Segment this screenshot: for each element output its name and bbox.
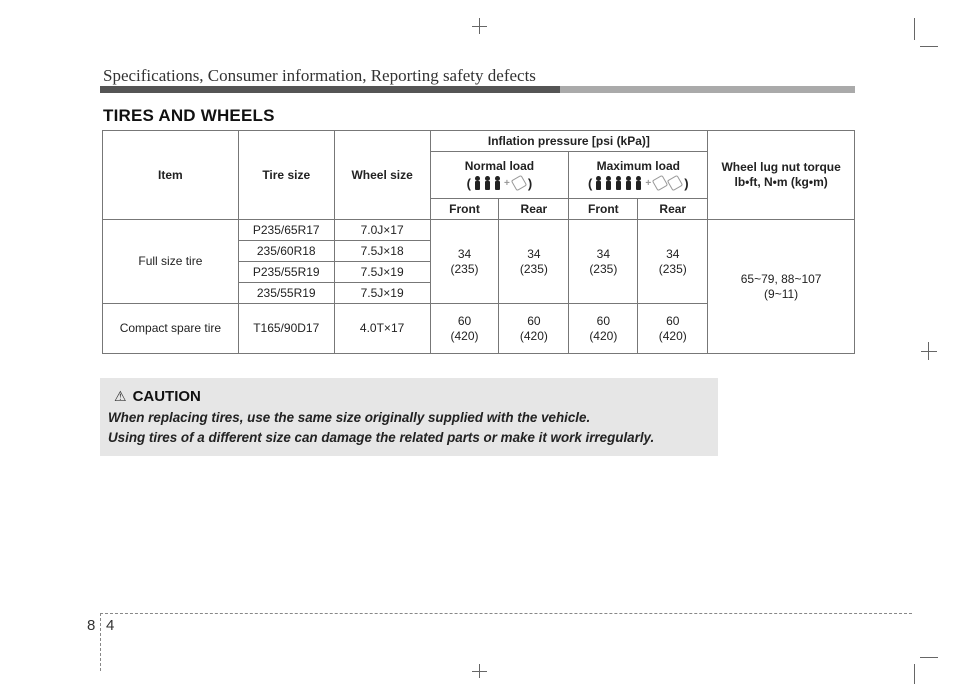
header-item: Item: [103, 131, 239, 220]
spare-normal-front: 60 (420): [430, 304, 499, 354]
header-max-rear: Rear: [638, 199, 708, 220]
wheel-size-cell: 7.5J×19: [334, 262, 430, 283]
header-torque: [708, 131, 855, 220]
person-icon: [615, 176, 622, 190]
wheel-size-cell: 7.5J×19: [334, 283, 430, 304]
luggage-icon: [511, 175, 527, 191]
warning-triangle-icon: ⚠: [114, 388, 127, 404]
header-bar: [100, 86, 855, 93]
normal-load-icons: ( + ): [466, 175, 533, 191]
section-title: TIRES AND WHEELS: [103, 106, 275, 125]
normal-load-label: Normal load: [464, 158, 535, 173]
crop-mark: [920, 657, 938, 658]
compact-tire-size: T165/90D17: [238, 304, 334, 354]
header-normal-load: [430, 152, 569, 199]
maximum-load-label: Maximum load: [596, 158, 680, 173]
footer-divider: [100, 613, 101, 671]
tire-size-cell: 235/55R19: [238, 283, 334, 304]
caution-line-1: When replacing tires, use the same size originally supplied with the vehicle.: [108, 410, 591, 425]
caution-line-2: Using tires of a different size can damage the related parts or make it work irregularly.: [108, 430, 655, 445]
person-icon: [635, 176, 642, 190]
tire-size-cell: P235/65R17: [238, 220, 334, 241]
maximum-load-icons: ( + ): [588, 175, 689, 191]
crop-mark: [921, 351, 937, 352]
person-icon: [625, 176, 632, 190]
caution-header: [114, 388, 201, 405]
crop-mark: [472, 26, 487, 27]
person-icon: [474, 176, 481, 190]
header-inflation: Inflation pressure [psi (kPa)]: [430, 131, 708, 152]
full-normal-rear: 34 (235): [499, 220, 569, 304]
crop-mark: [472, 671, 487, 672]
header-tire-size: Tire size: [238, 131, 334, 220]
luggage-icon: [652, 175, 668, 191]
page-number: 4: [106, 617, 115, 634]
tire-size-cell: 235/60R18: [238, 241, 334, 262]
person-icon: [494, 176, 501, 190]
luggage-icon: [667, 175, 683, 191]
chapter-number: 8: [87, 617, 96, 634]
caution-title: CAUTION: [132, 388, 201, 405]
torque-value: 65~79, 88~107 (9~11): [708, 220, 855, 354]
header-normal-rear: Rear: [499, 199, 569, 220]
page-header-title: Specifications, Consumer information, Reporting safety defects: [103, 66, 536, 85]
wheel-size-cell: 7.5J×18: [334, 241, 430, 262]
full-size-tire-label: Full size tire: [103, 220, 239, 304]
crop-mark: [914, 664, 915, 684]
tire-size-cell: P235/55R19: [238, 262, 334, 283]
spare-normal-rear: 60 (420): [499, 304, 569, 354]
wheel-size-cell: 7.0J×17: [334, 220, 430, 241]
header-normal-front: Front: [430, 199, 499, 220]
spare-max-front: 60 (420): [569, 304, 638, 354]
full-max-front: 34 (235): [569, 220, 638, 304]
tires-wheels-table: [102, 130, 855, 354]
crop-mark: [914, 18, 915, 40]
caution-box: [100, 378, 718, 456]
header-maximum-load: [569, 152, 708, 199]
compact-spare-label: Compact spare tire: [103, 304, 239, 354]
full-max-rear: 34 (235): [638, 220, 708, 304]
compact-wheel-size: 4.0T×17: [334, 304, 430, 354]
torque-unit: lb•ft, N•m (kg•m): [734, 175, 828, 189]
full-normal-front: 34 (235): [430, 220, 499, 304]
torque-label: Wheel lug nut torque: [721, 160, 841, 174]
header-wheel-size: Wheel size: [334, 131, 430, 220]
person-icon: [595, 176, 602, 190]
person-icon: [605, 176, 612, 190]
footer-rule: [100, 613, 912, 614]
person-icon: [484, 176, 491, 190]
spare-max-rear: 60 (420): [638, 304, 708, 354]
crop-mark: [920, 46, 938, 47]
header-max-front: Front: [569, 199, 638, 220]
